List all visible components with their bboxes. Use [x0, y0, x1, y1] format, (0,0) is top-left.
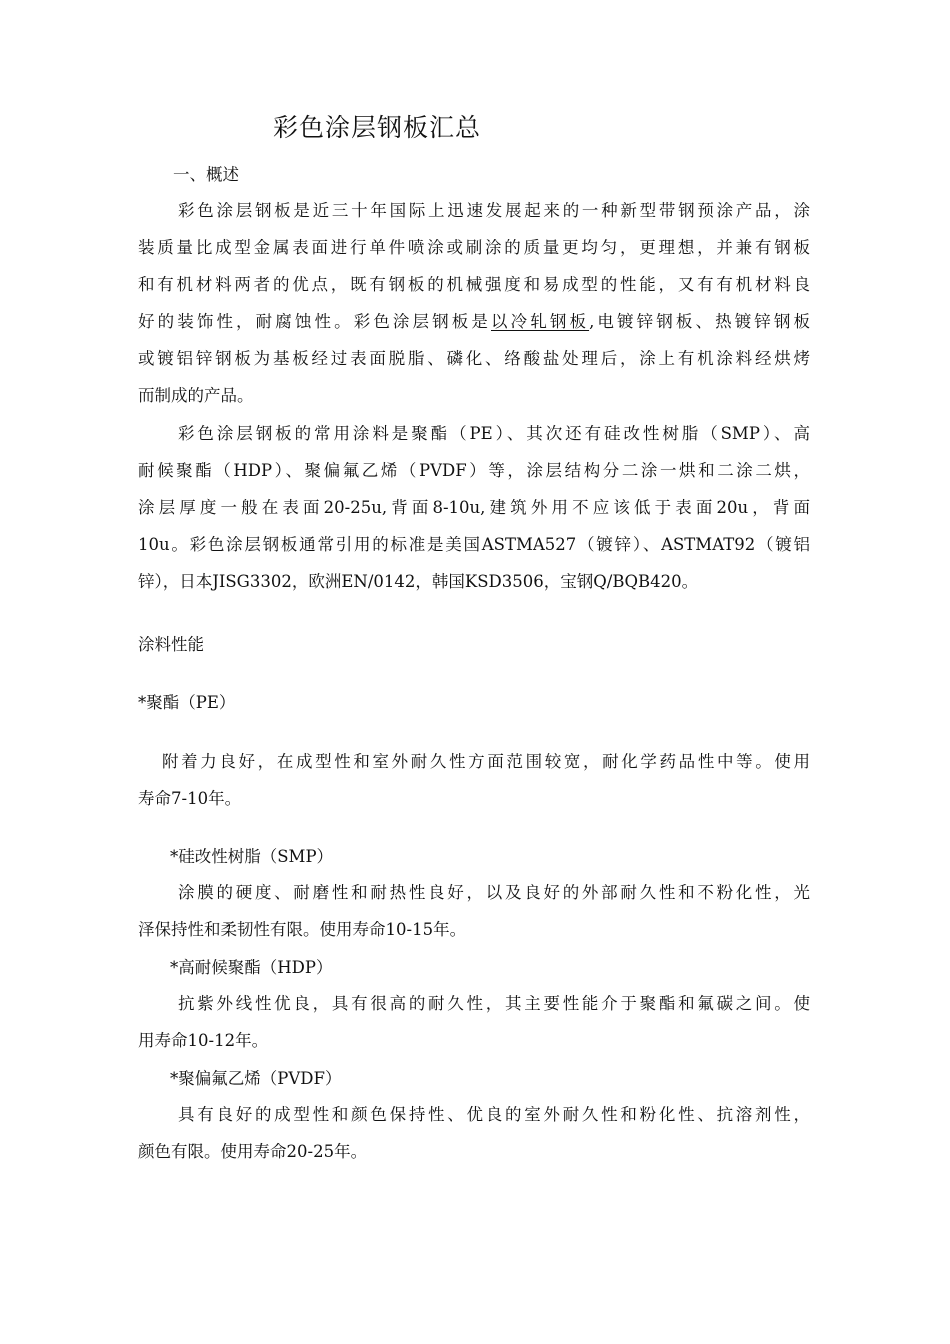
pvdf-description — [138, 1096, 810, 1170]
pvdf-heading: *聚偏氟乙烯（PVDF） — [170, 1069, 342, 1088]
hdp-heading: *高耐候聚酯（HDP） — [170, 958, 333, 977]
paragraph-line: 涂层厚度一般在表面20-25u,背面8-10u,建筑外用不应该低于表面20u，背面 — [138, 498, 810, 517]
pe-description — [138, 743, 810, 817]
paragraph-line: 彩色涂层钢板的常用涂料是聚酯（PE）、其次还有硅改性树脂（SMP）、高 — [178, 424, 810, 443]
underlined-term: 以冷轧钢板 — [491, 312, 590, 331]
smp-description — [138, 874, 810, 948]
paragraph-line: 抗紫外线性优良，具有很高的耐久性，其主要性能介于聚酯和氟碳之间。使 — [178, 994, 810, 1013]
paragraph-line: 和有机材料两者的优点，既有钢板的机械强度和易成型的性能，又有有机材料良 — [138, 275, 810, 294]
coating-performance-heading: 涂料性能 — [138, 635, 204, 654]
paragraph-line: 耐候聚酯（HDP）、聚偏氟乙烯（PVDF）等，涂层结构分二涂一烘和二涂二烘， — [138, 461, 810, 480]
paragraph-line: 具有良好的成型性和颜色保持性、优良的室外耐久性和粉化性、抗溶剂性， — [178, 1105, 810, 1124]
pe-heading: *聚酯（PE） — [138, 693, 236, 712]
paragraph-overview — [138, 192, 810, 414]
text-segment: 好的装饰性，耐腐蚀性。彩色涂层钢板是 — [138, 312, 491, 331]
paragraph-line: 锌），日本JISG3302，欧洲EN/0142，韩国KSD3506，宝钢Q/BQB420。 — [138, 572, 699, 591]
paragraph-line: 寿命7-10年。 — [138, 789, 242, 808]
paragraph-line: 或镀铝锌钢板为基板经过表面脱脂、磷化、络酸盐处理后，涂上有机涂料经烘烤 — [138, 349, 810, 368]
paragraph-line-mixed — [138, 303, 810, 340]
paragraph-line: 而制成的产品。 — [138, 386, 254, 405]
paragraph-line: 泽保持性和柔韧性有限。使用寿命10-15年。 — [138, 920, 467, 939]
text-segment: ,电镀锌钢板、热镀锌钢板 — [589, 312, 811, 331]
paragraph-line: 用寿命10-12年。 — [138, 1031, 269, 1050]
hdp-description — [138, 985, 810, 1059]
paragraph-coatings — [138, 415, 810, 600]
paragraph-line: 附着力良好，在成型性和室外耐久性方面范围较宽，耐化学药品性中等。使用 — [162, 752, 810, 771]
paragraph-line: 颜色有限。使用寿命20-25年。 — [138, 1142, 368, 1161]
paragraph-line: 彩色涂层钢板是近三十年国际上迅速发展起来的一种新型带钢预涂产品，涂 — [178, 201, 810, 220]
paragraph-line: 涂膜的硬度、耐磨性和耐热性良好，以及良好的外部耐久性和不粉化性，光 — [178, 883, 810, 902]
section-heading-overview: 一、概述 — [173, 165, 239, 184]
smp-heading: *硅改性树脂（SMP） — [170, 847, 334, 866]
document-title: 彩色涂层钢板汇总 — [273, 113, 482, 142]
paragraph-line: 装质量比成型金属表面进行单件喷涂或刷涂的质量更均匀，更理想，并兼有钢板 — [138, 238, 810, 257]
paragraph-line: 10u。彩色涂层钢板通常引用的标准是美国ASTMA527（镀锌）、ASTMAT92（镀铝 — [138, 535, 810, 554]
